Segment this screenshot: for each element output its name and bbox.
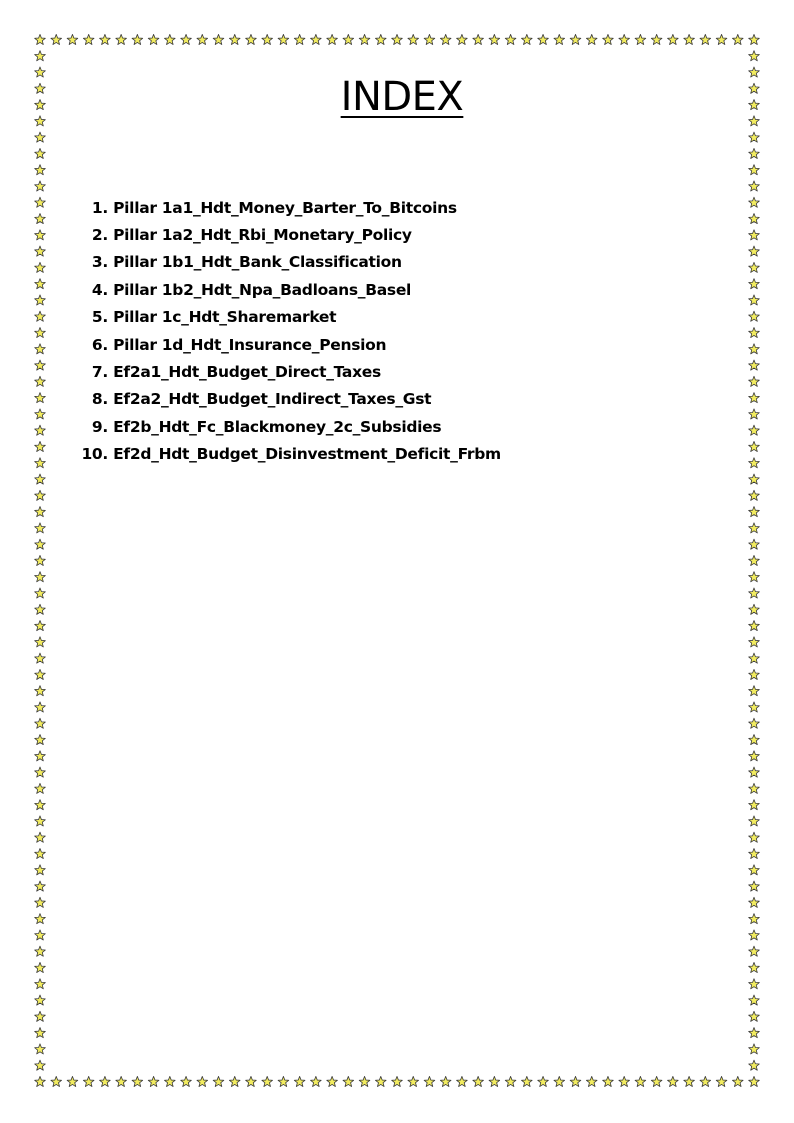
star-outline-icon bbox=[35, 490, 46, 500]
star-outline-icon bbox=[749, 800, 760, 810]
star-outline-icon bbox=[262, 1076, 273, 1086]
star-outline-icon bbox=[749, 376, 760, 386]
star-outline-icon bbox=[35, 344, 46, 354]
index-item bbox=[72, 276, 732, 303]
star-outline-icon bbox=[749, 734, 760, 744]
star-outline-icon bbox=[35, 197, 46, 207]
index-item bbox=[72, 413, 732, 440]
star-outline-icon bbox=[749, 1044, 760, 1054]
index-item-text: Ef2a1_Hdt_Budget_Direct_Taxes bbox=[113, 363, 381, 382]
star-outline-icon bbox=[749, 767, 760, 777]
star-outline-icon bbox=[749, 979, 760, 989]
star-outline-icon bbox=[35, 34, 46, 44]
star-outline-icon bbox=[749, 344, 760, 354]
star-outline-icon bbox=[749, 669, 760, 679]
star-outline-icon bbox=[505, 1076, 516, 1086]
index-item-text: Pillar 1c_Hdt_Sharemarket bbox=[113, 308, 337, 327]
star-outline-icon bbox=[749, 572, 760, 582]
star-outline-icon bbox=[749, 555, 760, 565]
star-outline-icon bbox=[749, 458, 760, 468]
star-outline-icon bbox=[35, 523, 46, 533]
star-outline-icon bbox=[35, 165, 46, 175]
star-outline-icon bbox=[197, 34, 208, 44]
star-outline-icon bbox=[749, 914, 760, 924]
star-outline-icon bbox=[700, 1076, 711, 1086]
star-outline-icon bbox=[35, 783, 46, 793]
star-outline-icon bbox=[35, 507, 46, 517]
index-item-number: 10. bbox=[81, 445, 108, 464]
index-item-text: Pillar 1d_Hdt_Insurance_Pension bbox=[113, 335, 387, 354]
star-outline-icon bbox=[35, 816, 46, 826]
star-outline-icon bbox=[749, 1011, 760, 1021]
index-item-text: Pillar 1a1_Hdt_Money_Barter_To_Bitcoins bbox=[113, 198, 457, 217]
star-outline-icon bbox=[408, 34, 419, 44]
star-outline-icon bbox=[749, 653, 760, 663]
index-item-number: 2. bbox=[91, 226, 108, 245]
star-outline-icon bbox=[35, 734, 46, 744]
star-outline-icon bbox=[35, 1028, 46, 1038]
star-outline-icon bbox=[424, 34, 435, 44]
star-outline-icon bbox=[35, 946, 46, 956]
star-outline-icon bbox=[116, 1076, 127, 1086]
star-outline-icon bbox=[668, 34, 679, 44]
star-outline-icon bbox=[181, 1076, 192, 1086]
star-outline-icon bbox=[35, 246, 46, 256]
star-outline-icon bbox=[35, 555, 46, 565]
star-outline-icon bbox=[294, 1076, 305, 1086]
star-outline-icon bbox=[51, 34, 62, 44]
star-outline-icon bbox=[749, 230, 760, 240]
star-outline-icon bbox=[749, 507, 760, 517]
star-outline-icon bbox=[749, 393, 760, 403]
star-outline-icon bbox=[538, 1076, 549, 1086]
star-outline-icon bbox=[749, 311, 760, 321]
star-outline-icon bbox=[749, 702, 760, 712]
star-outline-icon bbox=[35, 832, 46, 842]
star-outline-icon bbox=[749, 295, 760, 305]
star-outline-icon bbox=[489, 1076, 500, 1086]
star-outline-icon bbox=[35, 441, 46, 451]
star-outline-icon bbox=[749, 881, 760, 891]
star-outline-icon bbox=[749, 279, 760, 289]
index-item-text: Pillar 1b1_Hdt_Bank_Classification bbox=[113, 253, 402, 272]
index-item-text: Ef2b_Hdt_Fc_Blackmoney_2c_Subsidies bbox=[113, 417, 442, 436]
star-outline-icon bbox=[35, 1076, 46, 1086]
star-outline-icon bbox=[35, 148, 46, 158]
star-outline-icon bbox=[668, 1076, 679, 1086]
star-outline-icon bbox=[521, 34, 532, 44]
star-outline-icon bbox=[749, 783, 760, 793]
star-outline-icon bbox=[603, 34, 614, 44]
star-outline-icon bbox=[35, 881, 46, 891]
index-item-number: 4. bbox=[91, 280, 108, 299]
star-outline-icon bbox=[749, 637, 760, 647]
star-outline-icon bbox=[197, 1076, 208, 1086]
star-outline-icon bbox=[35, 1060, 46, 1070]
star-outline-icon bbox=[684, 34, 695, 44]
star-outline-icon bbox=[749, 360, 760, 370]
star-outline-icon bbox=[749, 327, 760, 337]
star-outline-icon bbox=[749, 441, 760, 451]
star-outline-icon bbox=[635, 34, 646, 44]
star-outline-icon bbox=[359, 1076, 370, 1086]
star-outline-icon bbox=[35, 669, 46, 679]
star-outline-icon bbox=[51, 1076, 62, 1086]
index-item bbox=[72, 304, 732, 331]
star-outline-icon bbox=[164, 1076, 175, 1086]
index-item bbox=[72, 441, 732, 468]
star-outline-icon bbox=[35, 1044, 46, 1054]
star-outline-icon bbox=[457, 34, 468, 44]
star-outline-icon bbox=[749, 897, 760, 907]
index-item bbox=[72, 249, 732, 276]
index-item-number: 6. bbox=[91, 335, 108, 354]
star-outline-icon bbox=[35, 393, 46, 403]
star-outline-icon bbox=[684, 1076, 695, 1086]
star-outline-icon bbox=[35, 295, 46, 305]
star-outline-icon bbox=[749, 474, 760, 484]
star-outline-icon bbox=[35, 848, 46, 858]
star-outline-icon bbox=[359, 34, 370, 44]
star-outline-icon bbox=[35, 653, 46, 663]
star-outline-icon bbox=[749, 930, 760, 940]
star-outline-icon bbox=[554, 34, 565, 44]
star-outline-icon bbox=[35, 425, 46, 435]
star-outline-icon bbox=[35, 539, 46, 549]
star-outline-icon bbox=[35, 686, 46, 696]
star-outline-icon bbox=[749, 848, 760, 858]
star-outline-icon bbox=[749, 718, 760, 728]
star-outline-icon bbox=[35, 572, 46, 582]
star-outline-icon bbox=[35, 311, 46, 321]
star-outline-icon bbox=[116, 34, 127, 44]
index-item-number: 8. bbox=[91, 390, 108, 409]
star-outline-icon bbox=[489, 34, 500, 44]
star-outline-icon bbox=[83, 1076, 94, 1086]
star-outline-icon bbox=[440, 34, 451, 44]
star-outline-icon bbox=[521, 1076, 532, 1086]
star-outline-icon bbox=[505, 34, 516, 44]
star-outline-icon bbox=[635, 1076, 646, 1086]
star-outline-icon bbox=[327, 34, 338, 44]
star-outline-icon bbox=[651, 1076, 662, 1086]
star-outline-icon bbox=[375, 1076, 386, 1086]
star-outline-icon bbox=[716, 1076, 727, 1086]
star-outline-icon bbox=[749, 832, 760, 842]
star-outline-icon bbox=[35, 51, 46, 61]
star-outline-icon bbox=[83, 34, 94, 44]
star-outline-icon bbox=[619, 34, 630, 44]
star-outline-icon bbox=[35, 409, 46, 419]
star-outline-icon bbox=[749, 816, 760, 826]
star-outline-icon bbox=[749, 995, 760, 1005]
star-outline-icon bbox=[35, 213, 46, 223]
star-outline-icon bbox=[749, 751, 760, 761]
star-outline-icon bbox=[148, 34, 159, 44]
star-outline-icon bbox=[35, 230, 46, 240]
star-outline-icon bbox=[67, 1076, 78, 1086]
star-outline-icon bbox=[749, 523, 760, 533]
star-outline-icon bbox=[278, 1076, 289, 1086]
index-item bbox=[72, 194, 732, 221]
star-outline-icon bbox=[619, 1076, 630, 1086]
star-outline-icon bbox=[749, 409, 760, 419]
index-item bbox=[72, 221, 732, 248]
star-outline-icon bbox=[749, 1076, 760, 1086]
star-outline-icon bbox=[749, 34, 760, 44]
star-outline-icon bbox=[35, 458, 46, 468]
star-outline-icon bbox=[749, 539, 760, 549]
star-outline-icon bbox=[749, 962, 760, 972]
index-item bbox=[72, 331, 732, 358]
star-outline-icon bbox=[749, 604, 760, 614]
index-item-number: 9. bbox=[91, 417, 108, 436]
star-outline-icon bbox=[732, 34, 743, 44]
star-outline-icon bbox=[375, 34, 386, 44]
star-outline-icon bbox=[35, 360, 46, 370]
star-outline-icon bbox=[35, 262, 46, 272]
star-outline-icon bbox=[132, 34, 143, 44]
star-outline-icon bbox=[749, 165, 760, 175]
star-outline-icon bbox=[35, 718, 46, 728]
star-outline-icon bbox=[586, 34, 597, 44]
index-item-text: Ef2a2_Hdt_Budget_Indirect_Taxes_Gst bbox=[113, 390, 432, 409]
star-outline-icon bbox=[213, 34, 224, 44]
star-outline-icon bbox=[749, 132, 760, 142]
star-outline-icon bbox=[749, 51, 760, 61]
star-outline-icon bbox=[35, 132, 46, 142]
star-outline-icon bbox=[392, 34, 403, 44]
page-title: INDEX bbox=[340, 74, 464, 120]
star-outline-icon bbox=[311, 1076, 322, 1086]
index-item-number: 7. bbox=[91, 363, 108, 382]
star-outline-icon bbox=[35, 181, 46, 191]
star-outline-icon bbox=[327, 1076, 338, 1086]
star-outline-icon bbox=[749, 686, 760, 696]
index-item-number: 1. bbox=[91, 198, 108, 217]
star-outline-icon bbox=[35, 637, 46, 647]
star-outline-icon bbox=[749, 246, 760, 256]
star-outline-icon bbox=[35, 995, 46, 1005]
index-list bbox=[72, 194, 732, 468]
star-outline-icon bbox=[586, 1076, 597, 1086]
star-outline-icon bbox=[343, 1076, 354, 1086]
star-outline-icon bbox=[294, 34, 305, 44]
star-outline-icon bbox=[749, 148, 760, 158]
star-outline-icon bbox=[246, 1076, 257, 1086]
star-outline-icon bbox=[749, 425, 760, 435]
star-outline-icon bbox=[35, 1011, 46, 1021]
star-outline-icon bbox=[181, 34, 192, 44]
star-outline-icon bbox=[716, 34, 727, 44]
star-outline-icon bbox=[473, 1076, 484, 1086]
star-outline-icon bbox=[749, 1028, 760, 1038]
star-outline-icon bbox=[424, 1076, 435, 1086]
star-outline-icon bbox=[749, 181, 760, 191]
star-outline-icon bbox=[35, 865, 46, 875]
star-outline-icon bbox=[35, 767, 46, 777]
index-item-text: Pillar 1b2_Hdt_Npa_Badloans_Basel bbox=[113, 280, 412, 299]
star-outline-icon bbox=[749, 490, 760, 500]
star-outline-icon bbox=[35, 800, 46, 810]
star-outline-icon bbox=[538, 34, 549, 44]
star-outline-icon bbox=[408, 1076, 419, 1086]
star-outline-icon bbox=[35, 279, 46, 289]
star-outline-icon bbox=[749, 588, 760, 598]
star-outline-icon bbox=[35, 897, 46, 907]
star-outline-icon bbox=[473, 34, 484, 44]
star-outline-icon bbox=[148, 1076, 159, 1086]
index-item-text: Ef2d_Hdt_Budget_Disinvestment_Deficit_Frbm bbox=[113, 445, 501, 464]
star-outline-icon bbox=[749, 865, 760, 875]
star-outline-icon bbox=[457, 1076, 468, 1086]
star-outline-icon bbox=[100, 34, 111, 44]
star-outline-icon bbox=[35, 914, 46, 924]
star-outline-icon bbox=[35, 979, 46, 989]
star-outline-icon bbox=[100, 1076, 111, 1086]
star-outline-icon bbox=[554, 1076, 565, 1086]
star-outline-icon bbox=[35, 930, 46, 940]
star-outline-icon bbox=[35, 588, 46, 598]
star-outline-icon bbox=[749, 621, 760, 631]
index-item-number: 3. bbox=[91, 253, 108, 272]
star-outline-icon bbox=[749, 213, 760, 223]
star-outline-icon bbox=[651, 34, 662, 44]
star-outline-icon bbox=[262, 34, 273, 44]
star-outline-icon bbox=[67, 34, 78, 44]
star-outline-icon bbox=[35, 621, 46, 631]
star-outline-icon bbox=[35, 702, 46, 712]
star-outline-icon bbox=[749, 197, 760, 207]
star-outline-icon bbox=[35, 474, 46, 484]
star-outline-icon bbox=[749, 262, 760, 272]
star-outline-icon bbox=[278, 34, 289, 44]
index-item bbox=[72, 358, 732, 385]
star-outline-icon bbox=[35, 604, 46, 614]
star-outline-icon bbox=[246, 34, 257, 44]
star-outline-icon bbox=[570, 34, 581, 44]
index-item-number: 5. bbox=[91, 308, 108, 327]
index-item bbox=[72, 386, 732, 413]
star-outline-icon bbox=[392, 1076, 403, 1086]
star-outline-icon bbox=[229, 1076, 240, 1086]
star-outline-icon bbox=[35, 751, 46, 761]
star-outline-icon bbox=[35, 962, 46, 972]
star-outline-icon bbox=[343, 34, 354, 44]
star-outline-icon bbox=[35, 376, 46, 386]
star-outline-icon bbox=[132, 1076, 143, 1086]
star-outline-icon bbox=[35, 327, 46, 337]
star-outline-icon bbox=[229, 34, 240, 44]
star-outline-icon bbox=[603, 1076, 614, 1086]
star-outline-icon bbox=[164, 34, 175, 44]
star-outline-icon bbox=[311, 34, 322, 44]
star-outline-icon bbox=[732, 1076, 743, 1086]
star-outline-icon bbox=[749, 1060, 760, 1070]
star-outline-icon bbox=[749, 946, 760, 956]
star-outline-icon bbox=[700, 34, 711, 44]
index-item-text: Pillar 1a2_Hdt_Rbi_Monetary_Policy bbox=[113, 226, 412, 245]
star-outline-icon bbox=[570, 1076, 581, 1086]
star-outline-icon bbox=[213, 1076, 224, 1086]
star-outline-icon bbox=[440, 1076, 451, 1086]
